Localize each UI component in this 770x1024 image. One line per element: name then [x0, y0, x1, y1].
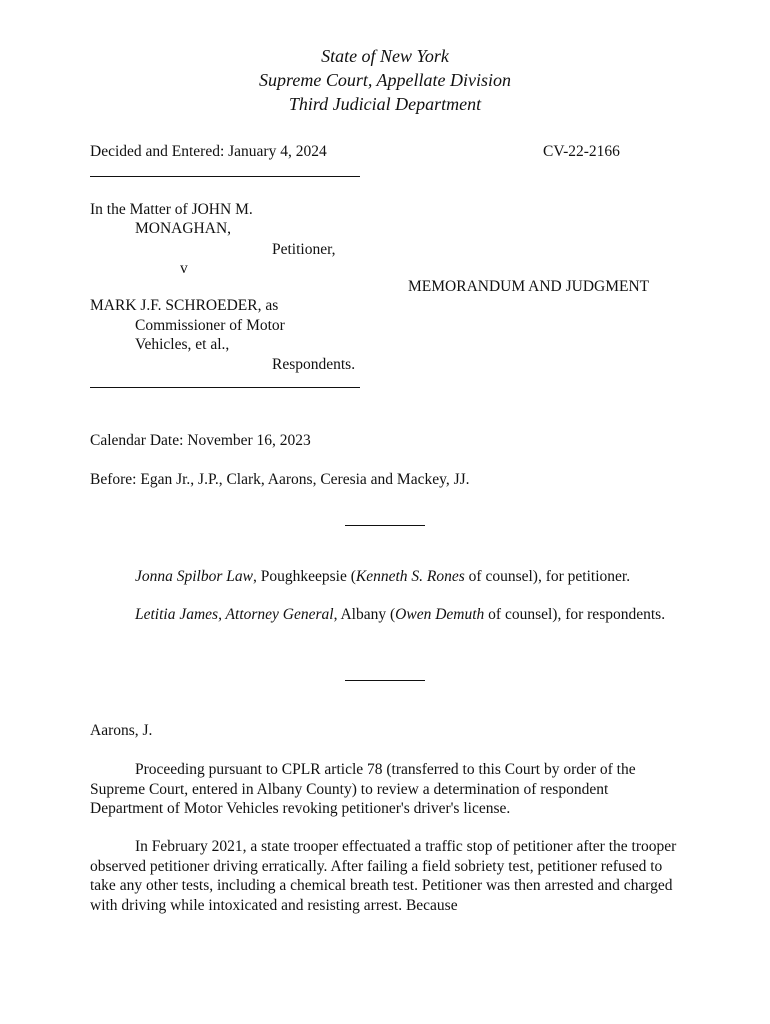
- document-type: MEMORANDUM AND JUDGMENT: [408, 278, 650, 295]
- respondent-role: Respondents.: [272, 356, 356, 373]
- counsel-petitioner: Jonna Spilbor Law, Poughkeepsie (Kenneth S. Rones of counsel), for petitioner.: [135, 568, 631, 585]
- respondent-line-3: Vehicles, et al.,: [135, 336, 230, 353]
- matter-line-1: In the Matter of JOHN M.: [90, 201, 253, 218]
- respondent-line-2: Commissioner of Motor: [135, 317, 285, 334]
- court-department: Third Judicial Department: [288, 94, 482, 114]
- matter-line-2: MONAGHAN,: [135, 220, 232, 237]
- docket-number: CV-22-2166: [543, 143, 620, 160]
- versus: v: [180, 260, 188, 277]
- court-name: Supreme Court, Appellate Division: [259, 70, 511, 90]
- decided-entered-date: Decided and Entered: January 4, 2024: [90, 143, 327, 160]
- caption-bottom-rule: [90, 387, 360, 388]
- respondent-firm: Letitia James, Attorney General: [135, 606, 334, 623]
- caption-top-rule: [90, 176, 360, 177]
- before-panel: Before: Egan Jr., J.P., Clark, Aarons, Ceresia and Mackey, JJ.: [90, 471, 470, 488]
- opinion-paragraph-1: Proceeding pursuant to CPLR article 78 (transferred to this Court by order of the Supreme Court, entered in Albany County) to review a determination of respondent Department of Motor Vehicles revoking petitioner's driver's license.: [90, 761, 636, 817]
- petitioner-attorney: Kenneth S. Rones: [355, 568, 465, 585]
- opinion-paragraph-2: In February 2021, a state trooper effectuated a traffic stop of petitioner after the trooper observed petitioner driving erratically. After failing a field sobriety test, petitioner refused to take any other tests, including a chemical breath test. Petitioner was then arrested and charged with driving while intoxicated and resisting arrest. Because: [90, 838, 677, 914]
- petitioner-role: Petitioner,: [272, 241, 336, 258]
- counsel-respondent: Letitia James, Attorney General, Albany (Owen Demuth of counsel), for respondents.: [135, 606, 666, 623]
- section-divider-2: [345, 680, 425, 681]
- section-divider-1: [345, 525, 425, 526]
- court-state: State of New York: [321, 46, 449, 66]
- respondent-line-1: MARK J.F. SCHROEDER, as: [90, 297, 279, 314]
- respondent-attorney: Owen Demuth: [395, 606, 485, 623]
- opinion-author: Aarons, J.: [90, 722, 153, 739]
- calendar-date: Calendar Date: November 16, 2023: [90, 432, 311, 449]
- petitioner-firm: Jonna Spilbor Law: [135, 568, 253, 585]
